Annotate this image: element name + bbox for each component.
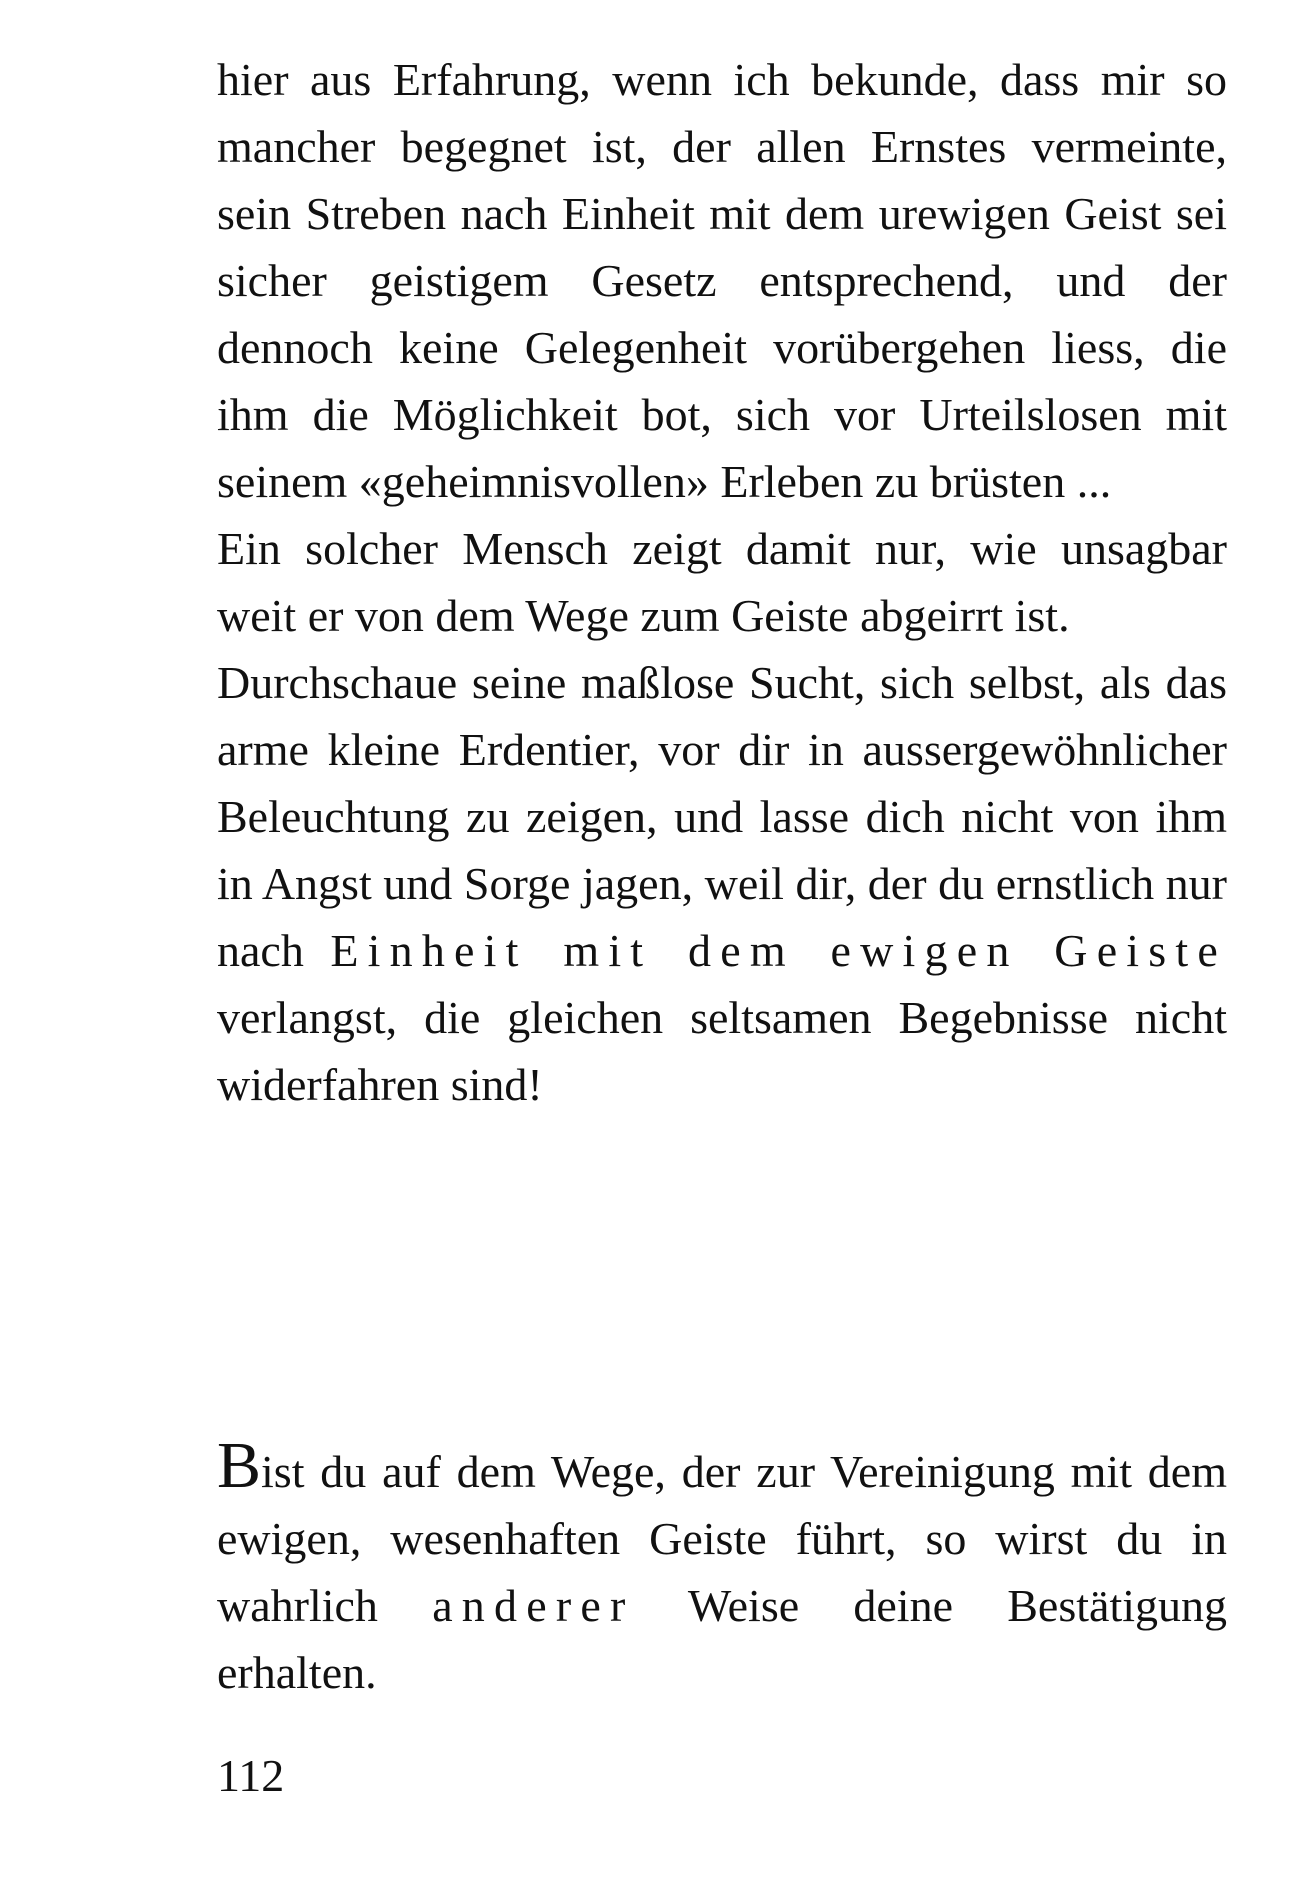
text-section-2 [217, 1429, 1228, 1706]
paragraph-4 [217, 1429, 1228, 1706]
paragraph-4-text-2: Weise deine Bestätigung erhalten. [217, 1580, 1228, 1698]
paragraph-3-text-2: verlangst, die gleichen seltsamen Begebnisse nicht widerfahren sind! [217, 992, 1227, 1110]
paragraph-3-emphasis: Einheit mit dem ewigen Geiste [330, 925, 1227, 976]
paragraph-3 [217, 649, 1227, 1118]
page-number: 112 [217, 1750, 285, 1801]
initial-letter: B [217, 1429, 262, 1502]
paragraph-1: hier aus Erfahrung, wenn ich bekunde, dass mir so mancher begegnet ist, der allen Ernstes vermeinte, sein Streben nach Einheit mit dem urewigen Geist sei sicher geistigem Gesetz entsprechend, und der dennoch keine Gelegenheit vorübergehen liess, die ihm die Möglichkeit bot, sich vor Urteilslosen mit seinem «geheimnisvollen» Erleben zu brüsten ... [217, 54, 1227, 507]
paragraph-4-emphasis: anderer [432, 1580, 635, 1631]
paragraph-2: Ein solcher Mensch zeigt damit nur, wie unsagbar weit er von dem Wege zum Geiste abgeirrt ist. [217, 523, 1227, 641]
text-section-1 [217, 46, 1227, 1118]
paragraph-4-text-1: ist du auf dem Wege, der zur Vereinigung mit dem ewigen, wesenhaften Geiste führt, so wirst du in wahrlich [217, 1446, 1227, 1631]
paragraph-3-text-1: Durchschaue seine maßlose Sucht, sich selbst, als das arme kleine Erdentier, vor dir in aussergewöhnlicher Beleuchtung zu zeigen, und lasse dich nicht von ihm in Angst und Sorge jagen, weil dir, der du ernstlich nur nach [217, 657, 1227, 976]
